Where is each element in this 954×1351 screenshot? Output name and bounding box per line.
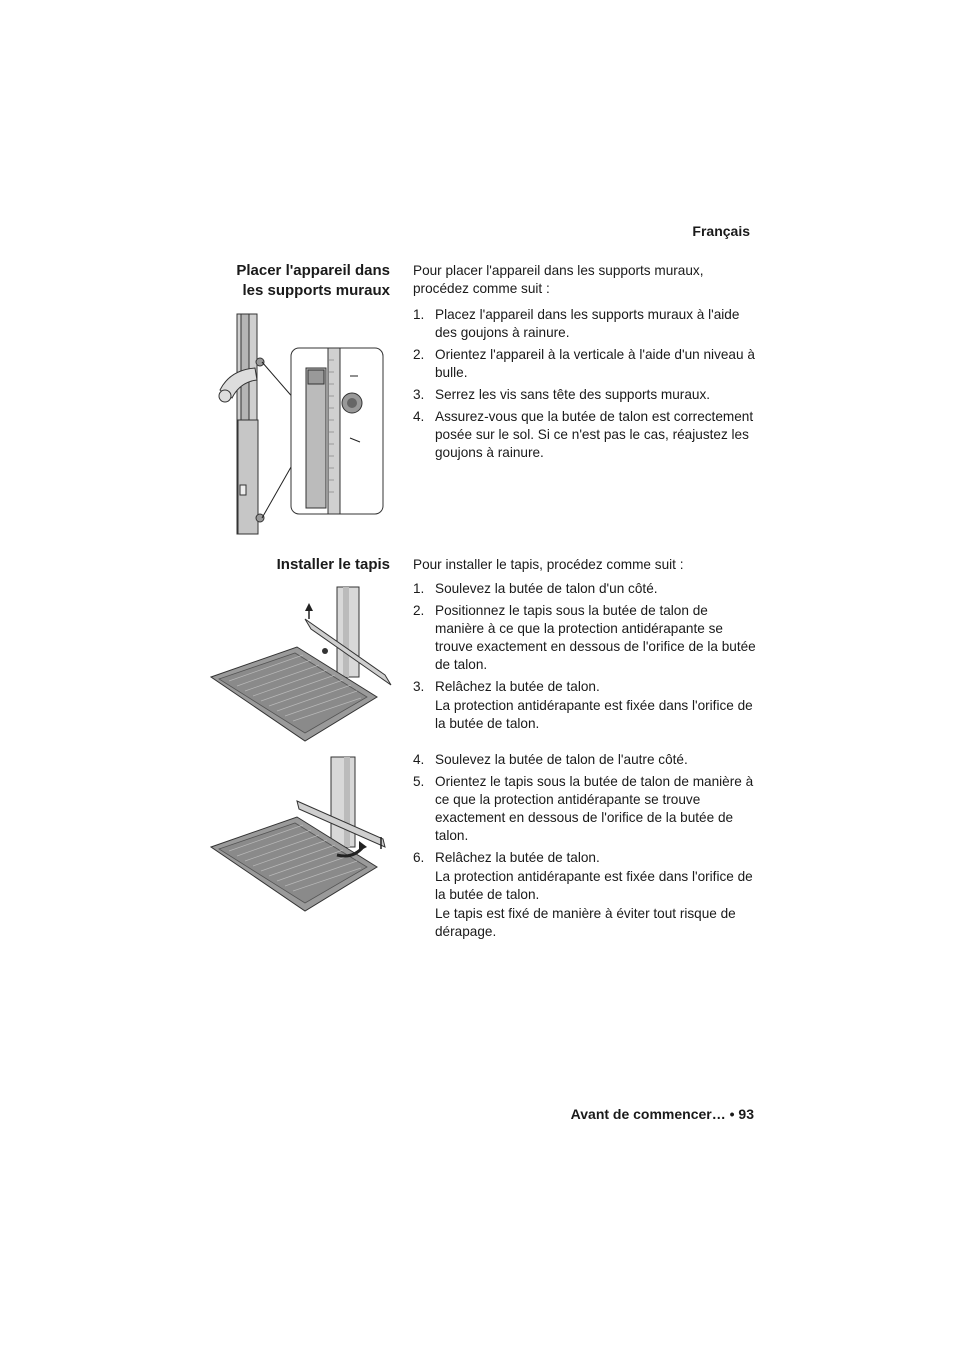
wall-mount-illustration	[210, 310, 390, 536]
mat-install-illustration-1	[205, 585, 395, 745]
list-item: 3. Relâchez la butée de talon. La protection antidérapante est fixée dans l'orifice de la butée de talon.	[413, 679, 753, 731]
section-title-install-mat: Installer le tapis	[276, 556, 390, 573]
list-item: 4. Soulevez la butée de talon de l'autre côté.	[413, 752, 688, 767]
section1-steps	[413, 306, 758, 466]
section2-intro: Pour installer le tapis, procédez comme suit :	[413, 557, 684, 572]
list-item: 1. Placez l'appareil dans les supports muraux à l'aide des goujons à rainure.	[413, 307, 740, 340]
section-title-line2: les supports muraux	[242, 282, 390, 299]
list-item: 2. Orientez l'appareil à la verticale à l'aide d'un niveau à bulle.	[413, 347, 755, 380]
list-item: 6. Relâchez la butée de talon. La protection antidérapante est fixée dans l'orifice de la butée de talon. Le tapis est fixé de manière à éviter tout risque de dérapage.	[413, 850, 753, 939]
mat-install-illustration-2	[205, 755, 395, 915]
list-item: 5. Orientez le tapis sous la butée de talon de manière à ce que la protection antidérapante se trouve exactement en dessous de l'orifice de la butée de talon.	[413, 774, 754, 843]
page-footer: Avant de commencer… • 93	[570, 1106, 754, 1122]
section-title-wall-mount	[190, 261, 390, 301]
section2-steps-a	[413, 580, 758, 737]
language-label: Français	[692, 223, 750, 239]
list-item: 1. Soulevez la butée de talon d'un côté.	[413, 581, 658, 596]
section2-steps-b	[413, 751, 758, 945]
section1-intro: Pour placer l'appareil dans les supports muraux, procédez comme suit :	[413, 263, 704, 296]
list-item: 4. Assurez-vous que la butée de talon est correctement posée sur le sol. Si ce n'est pas le cas, réajustez les goujons à rainure.	[413, 409, 754, 460]
section-title-line1: Placer l'appareil dans	[236, 262, 390, 279]
list-item: 2. Positionnez le tapis sous la butée de talon de manière à ce que la protection antidérapante se trouve exactement en dessous de l'orifice de la butée de talon.	[413, 603, 756, 672]
list-item: 3. Serrez les vis sans tête des supports muraux.	[413, 387, 711, 402]
